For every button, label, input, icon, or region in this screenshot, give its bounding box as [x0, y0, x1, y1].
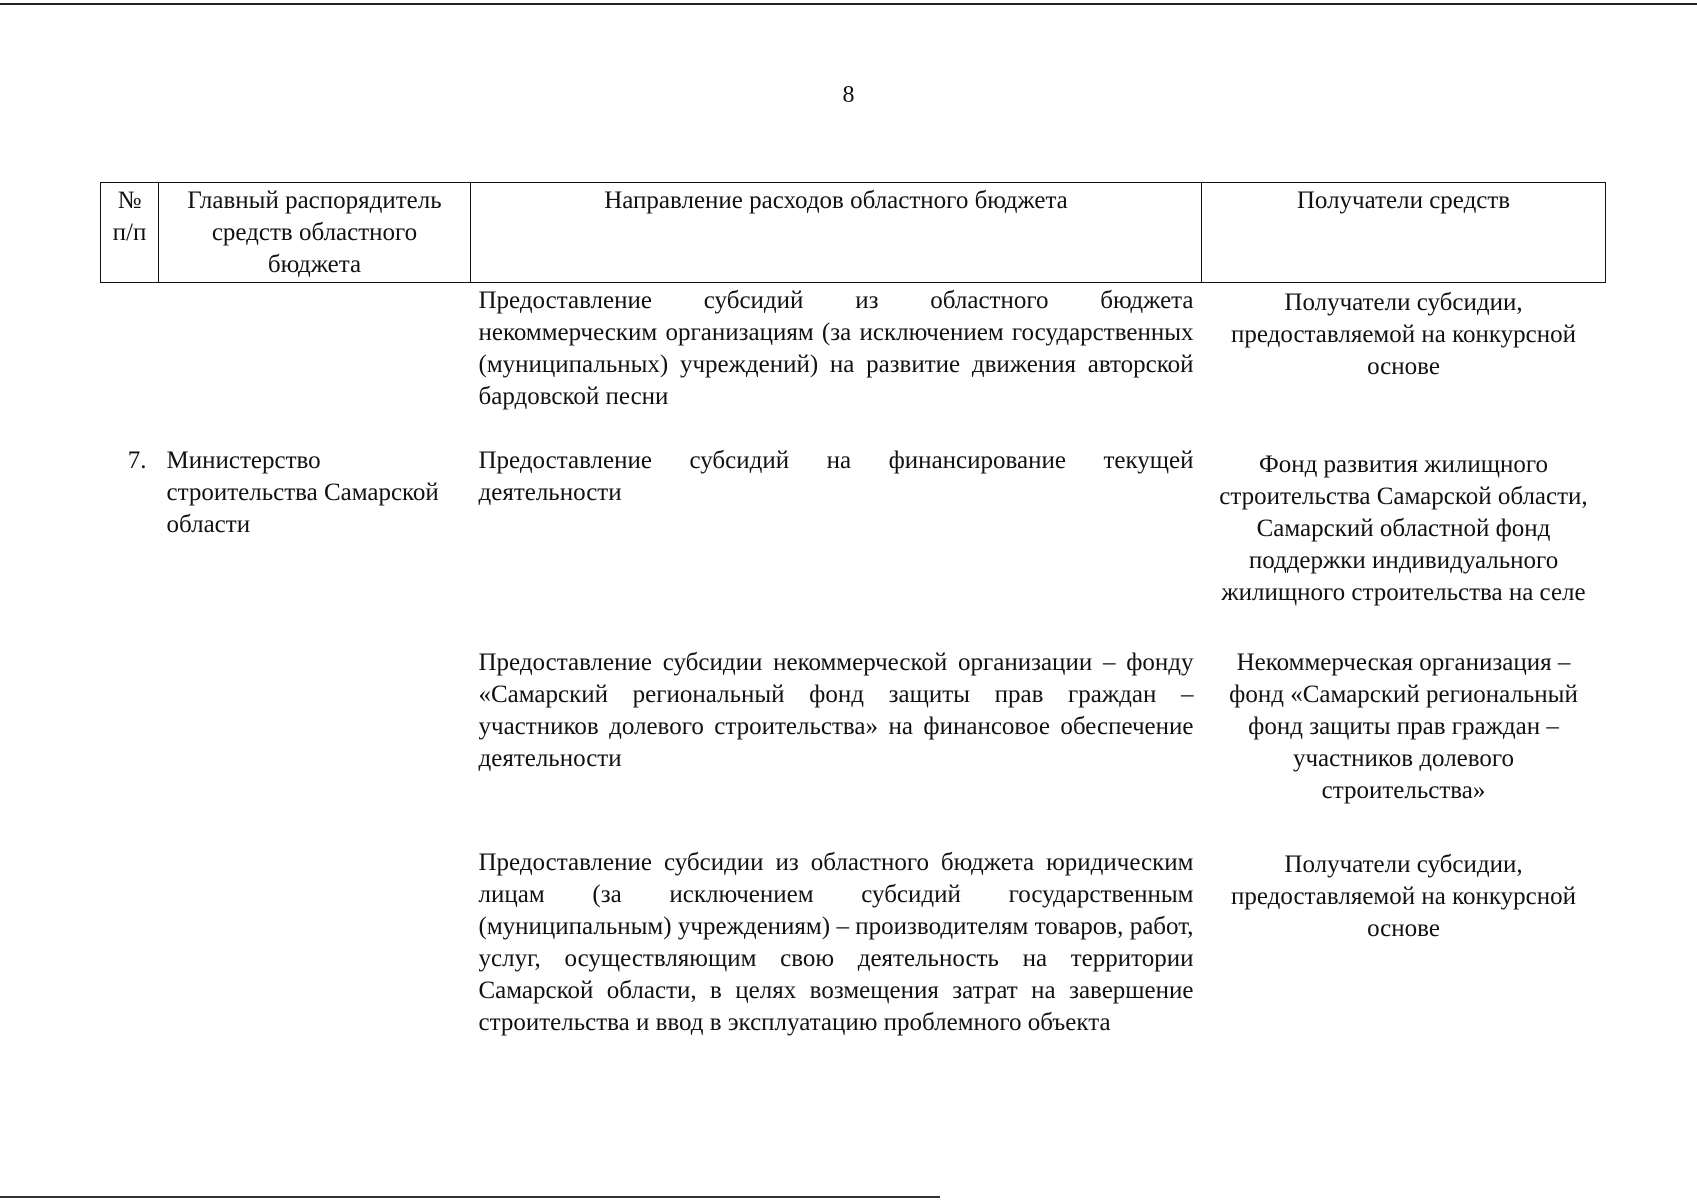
row-administrator — [159, 647, 471, 847]
row-recipients: Фонд развития жилищного строительства Самарской области, Самарский областной фонд поддержки индивидуального жилищного строительства на селе — [1219, 451, 1588, 606]
table-row — [101, 445, 1606, 647]
row-direction: Предоставление субсидий на финансирование текущей деятельности — [478, 447, 1194, 506]
row-administrator: Министерство строительства Самарской области — [166, 447, 439, 538]
header-administrator: Главный распорядитель средств областного бюджета — [159, 183, 471, 283]
table-row — [101, 847, 1606, 1039]
scan-border-top — [0, 3, 1697, 5]
scan-border-bottom — [0, 1196, 940, 1198]
row-direction: Предоставление субсидии некоммерческой организации – фонду «Самарский региональный фонд защиты прав граждан – участников долевого строительства» на финансовое обеспечение деятельности — [478, 649, 1194, 772]
table-header-row — [101, 183, 1606, 283]
header-recipients: Получатели средств — [1202, 183, 1606, 283]
budget-table — [100, 182, 1606, 1039]
row-recipients: Получатели субсидии, предоставляемой на конкурсной основе — [1230, 289, 1577, 380]
row-direction: Предоставление субсидий из областного бюджета некоммерческим организациям (за исключением государственных (муниципальных) учреждений) на развитие движения авторской бардовской песни — [478, 287, 1194, 410]
row-number: 7. — [127, 447, 147, 474]
row-recipients: Получатели субсидии, предоставляемой на конкурсной основе — [1230, 851, 1577, 942]
row-number — [101, 283, 159, 446]
table-row — [101, 647, 1606, 847]
row-number — [101, 847, 159, 1039]
table-row — [101, 283, 1606, 446]
row-administrator — [159, 847, 471, 1039]
row-recipients: Некоммерческая организация – фонд «Самарский региональный фонд защиты прав граждан – участников долевого строительства» — [1229, 649, 1578, 804]
row-administrator — [159, 283, 471, 446]
header-direction: Направление расходов областного бюджета — [471, 183, 1202, 283]
header-number: № п/п — [101, 183, 159, 283]
row-number — [101, 647, 159, 847]
row-direction: Предоставление субсидии из областного бюджета юридическим лицам (за исключением субсидий государственным (муниципальным) учреждениям) – производителям товаров, работ, услуг, осуществляющим свою деятельность на территории Самарской области, в целях возмещения затрат на завершение строительства и ввод в эксплуатацию проблемного объекта — [478, 849, 1194, 1036]
page-number: 8 — [842, 82, 855, 108]
